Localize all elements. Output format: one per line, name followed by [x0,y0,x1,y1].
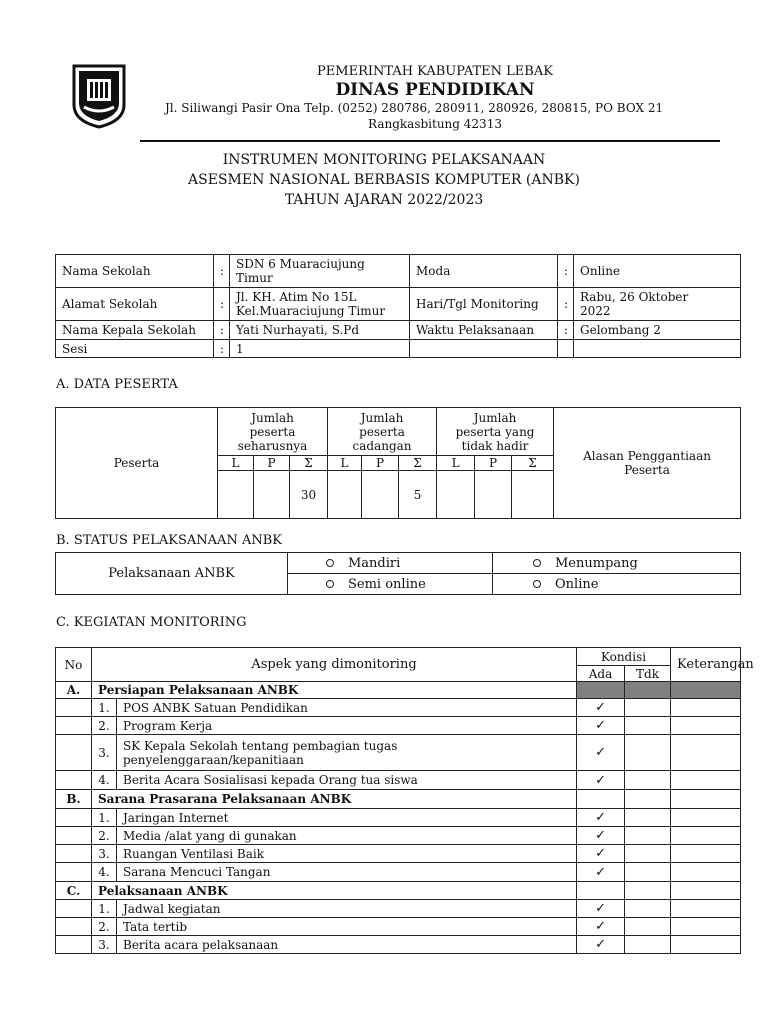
val-seharusnya: 30 [290,471,328,519]
monitoring-table: No Aspek yang dimonitoring Kondisi Keterangan Ada Tdk A. Persiapan Pelaksanaan ANBK 1. POS ANBK Satuan Pendidikan ✓ 2. Program Kerja ✓ 3. SK Kepala Sekolah tentang pembagian tugas penyelenggaraan/kepanitiaan ✓ 4. Berita Acara Sosialisasi kepada Orang tua siswa ✓ B. Sarana Prasarana Pelaksanaan ANBK 1. Jaringan Internet ✓ 2. Media /alat yang di gunakan ✓ 3. Ruangan Ventilasi Baik ✓ 4. Sarana Mencuci Tangan ✓ C. Pelaksanaan ANBK 1. Jadwal kegiatan ✓ 2. Tata tertib ✓ 3. Berita acara pelaksanaan ✓ [55,647,741,954]
group-title: Persiapan Pelaksanaan ANBK [92,682,577,699]
radio-icon [533,580,541,588]
radio-icon [326,559,334,567]
check-icon: ✓ [577,936,625,954]
check-icon: ✓ [577,735,625,771]
radio-icon [326,580,334,588]
school-info-table: Nama Sekolah : SDN 6 Muaraciujung Timur Moda : Online Alamat Sekolah : Jl. KH. Atim No 15L Kel.Muaraciujung Timur Hari/Tgl Monitoring : Rabu, 26 Oktober 2022 Nama Kepala Sekolah : Yati Nurhayati, S.Pd Waktu Pelaksanaan : Gelombang 2 Sesi : 1 [55,254,741,358]
peserta-label: Peserta [56,408,218,519]
header-divider [140,140,720,142]
val-cadangan: 5 [399,471,437,519]
waktu-value: Gelombang 2 [574,321,741,340]
check-icon: ✓ [577,918,625,936]
list-item: Jadwal kegiatan [117,900,577,918]
list-item: Program Kerja [117,717,577,735]
option-menumpang: Menumpang [493,553,741,574]
data-peserta-table: Peserta Jumlah peserta seharusnya Jumlah peserta cadangan Jumlah peserta yang tidak hadir Alasan Penggantiaan Peserta L P Σ L P Σ L P Σ 30 5 [55,407,741,519]
waktu-label: Waktu Pelaksanaan [410,321,558,340]
alamat-value: Jl. KH. Atim No 15L Kel.Muaraciujung Timur [230,288,410,321]
dept-city: Rangkasbitung 42313 [368,117,502,131]
hari-value: Rabu, 26 Oktober 2022 [574,288,741,321]
check-icon: ✓ [577,771,625,790]
group-title: Pelaksanaan ANBK [92,882,577,900]
dept-address: Jl. Siliwangi Pasir Ona Telp. (0252) 280786, 280911, 280926, 280815, PO BOX 21 [165,101,664,115]
moda-label: Moda [410,255,558,288]
col-seharusnya-header: Jumlah peserta seharusnya [218,408,328,456]
check-icon: ✓ [577,900,625,918]
keterangan-header: Keterangan [671,648,741,682]
list-item: Sarana Mencuci Tangan [117,863,577,882]
list-item: Tata tertib [117,918,577,936]
nama-sekolah-value: SDN 6 Muaraciujung Timur [230,255,410,288]
doc-title-line1: INSTRUMEN MONITORING PELAKSANAAN [222,152,546,168]
list-item: SK Kepala Sekolah tentang pembagian tugas penyelenggaraan/kepanitiaan [117,735,577,771]
check-icon: ✓ [577,845,625,863]
alamat-label: Alamat Sekolah [56,288,214,321]
pelaksanaan-label: Pelaksanaan ANBK [56,553,288,595]
section-a-heading: A. DATA PESERTA [56,377,178,392]
list-item: Ruangan Ventilasi Baik [117,845,577,863]
check-icon: ✓ [577,717,625,735]
list-item: Media /alat yang di gunakan [117,827,577,845]
doc-title-line3: TAHUN AJARAN 2022/2023 [284,192,484,208]
list-item: Berita acara pelaksanaan [117,936,577,954]
list-item: Berita Acara Sosialisasi kepada Orang tua siswa [117,771,577,790]
check-icon: ✓ [577,699,625,717]
check-icon: ✓ [577,827,625,845]
aspek-header: Aspek yang dimonitoring [92,648,577,682]
moda-value: Online [574,255,741,288]
kabupaten-lebak-logo [70,63,128,129]
radio-icon [533,559,541,567]
group-no: C. [56,882,92,900]
option-mandiri: Mandiri [288,553,493,574]
section-b-heading: B. STATUS PELAKSANAAN ANBK [56,533,282,548]
kepala-value: Yati Nurhayati, S.Pd [230,321,410,340]
no-header: No [56,648,92,682]
tdk-header: Tdk [625,666,671,682]
option-semi-online: Semi online [288,574,493,595]
status-table [55,552,741,595]
kepala-label: Nama Kepala Sekolah [56,321,214,340]
col-cadangan-header: Jumlah peserta cadangan [328,408,437,456]
section-c-heading: C. KEGIATAN MONITORING [56,615,247,630]
group-no: A. [56,682,92,699]
sesi-value: 1 [230,340,410,358]
group-title: Sarana Prasarana Pelaksanaan ANBK [92,790,577,809]
option-online: Online [493,574,741,595]
list-item: Jaringan Internet [117,809,577,827]
doc-title-line2: ASESMEN NASIONAL BERBASIS KOMPUTER (ANBK) [188,172,580,188]
list-item: POS ANBK Satuan Pendidikan [117,699,577,717]
ada-header: Ada [577,666,625,682]
alasan-header: Alasan Penggantiaan Peserta [554,408,741,519]
dept-name: DINAS PENDIDIKAN [335,80,535,100]
nama-sekolah-label: Nama Sekolah [56,255,214,288]
check-icon: ✓ [577,809,625,827]
check-icon: ✓ [577,863,625,882]
gov-name: PEMERINTAH KABUPATEN LEBAK [317,64,553,79]
sesi-label: Sesi [56,340,214,358]
hari-label: Hari/Tgl Monitoring [410,288,558,321]
kondisi-header: Kondisi [577,648,671,666]
group-no: B. [56,790,92,809]
col-tidak-hadir-header: Jumlah peserta yang tidak hadir [437,408,554,456]
